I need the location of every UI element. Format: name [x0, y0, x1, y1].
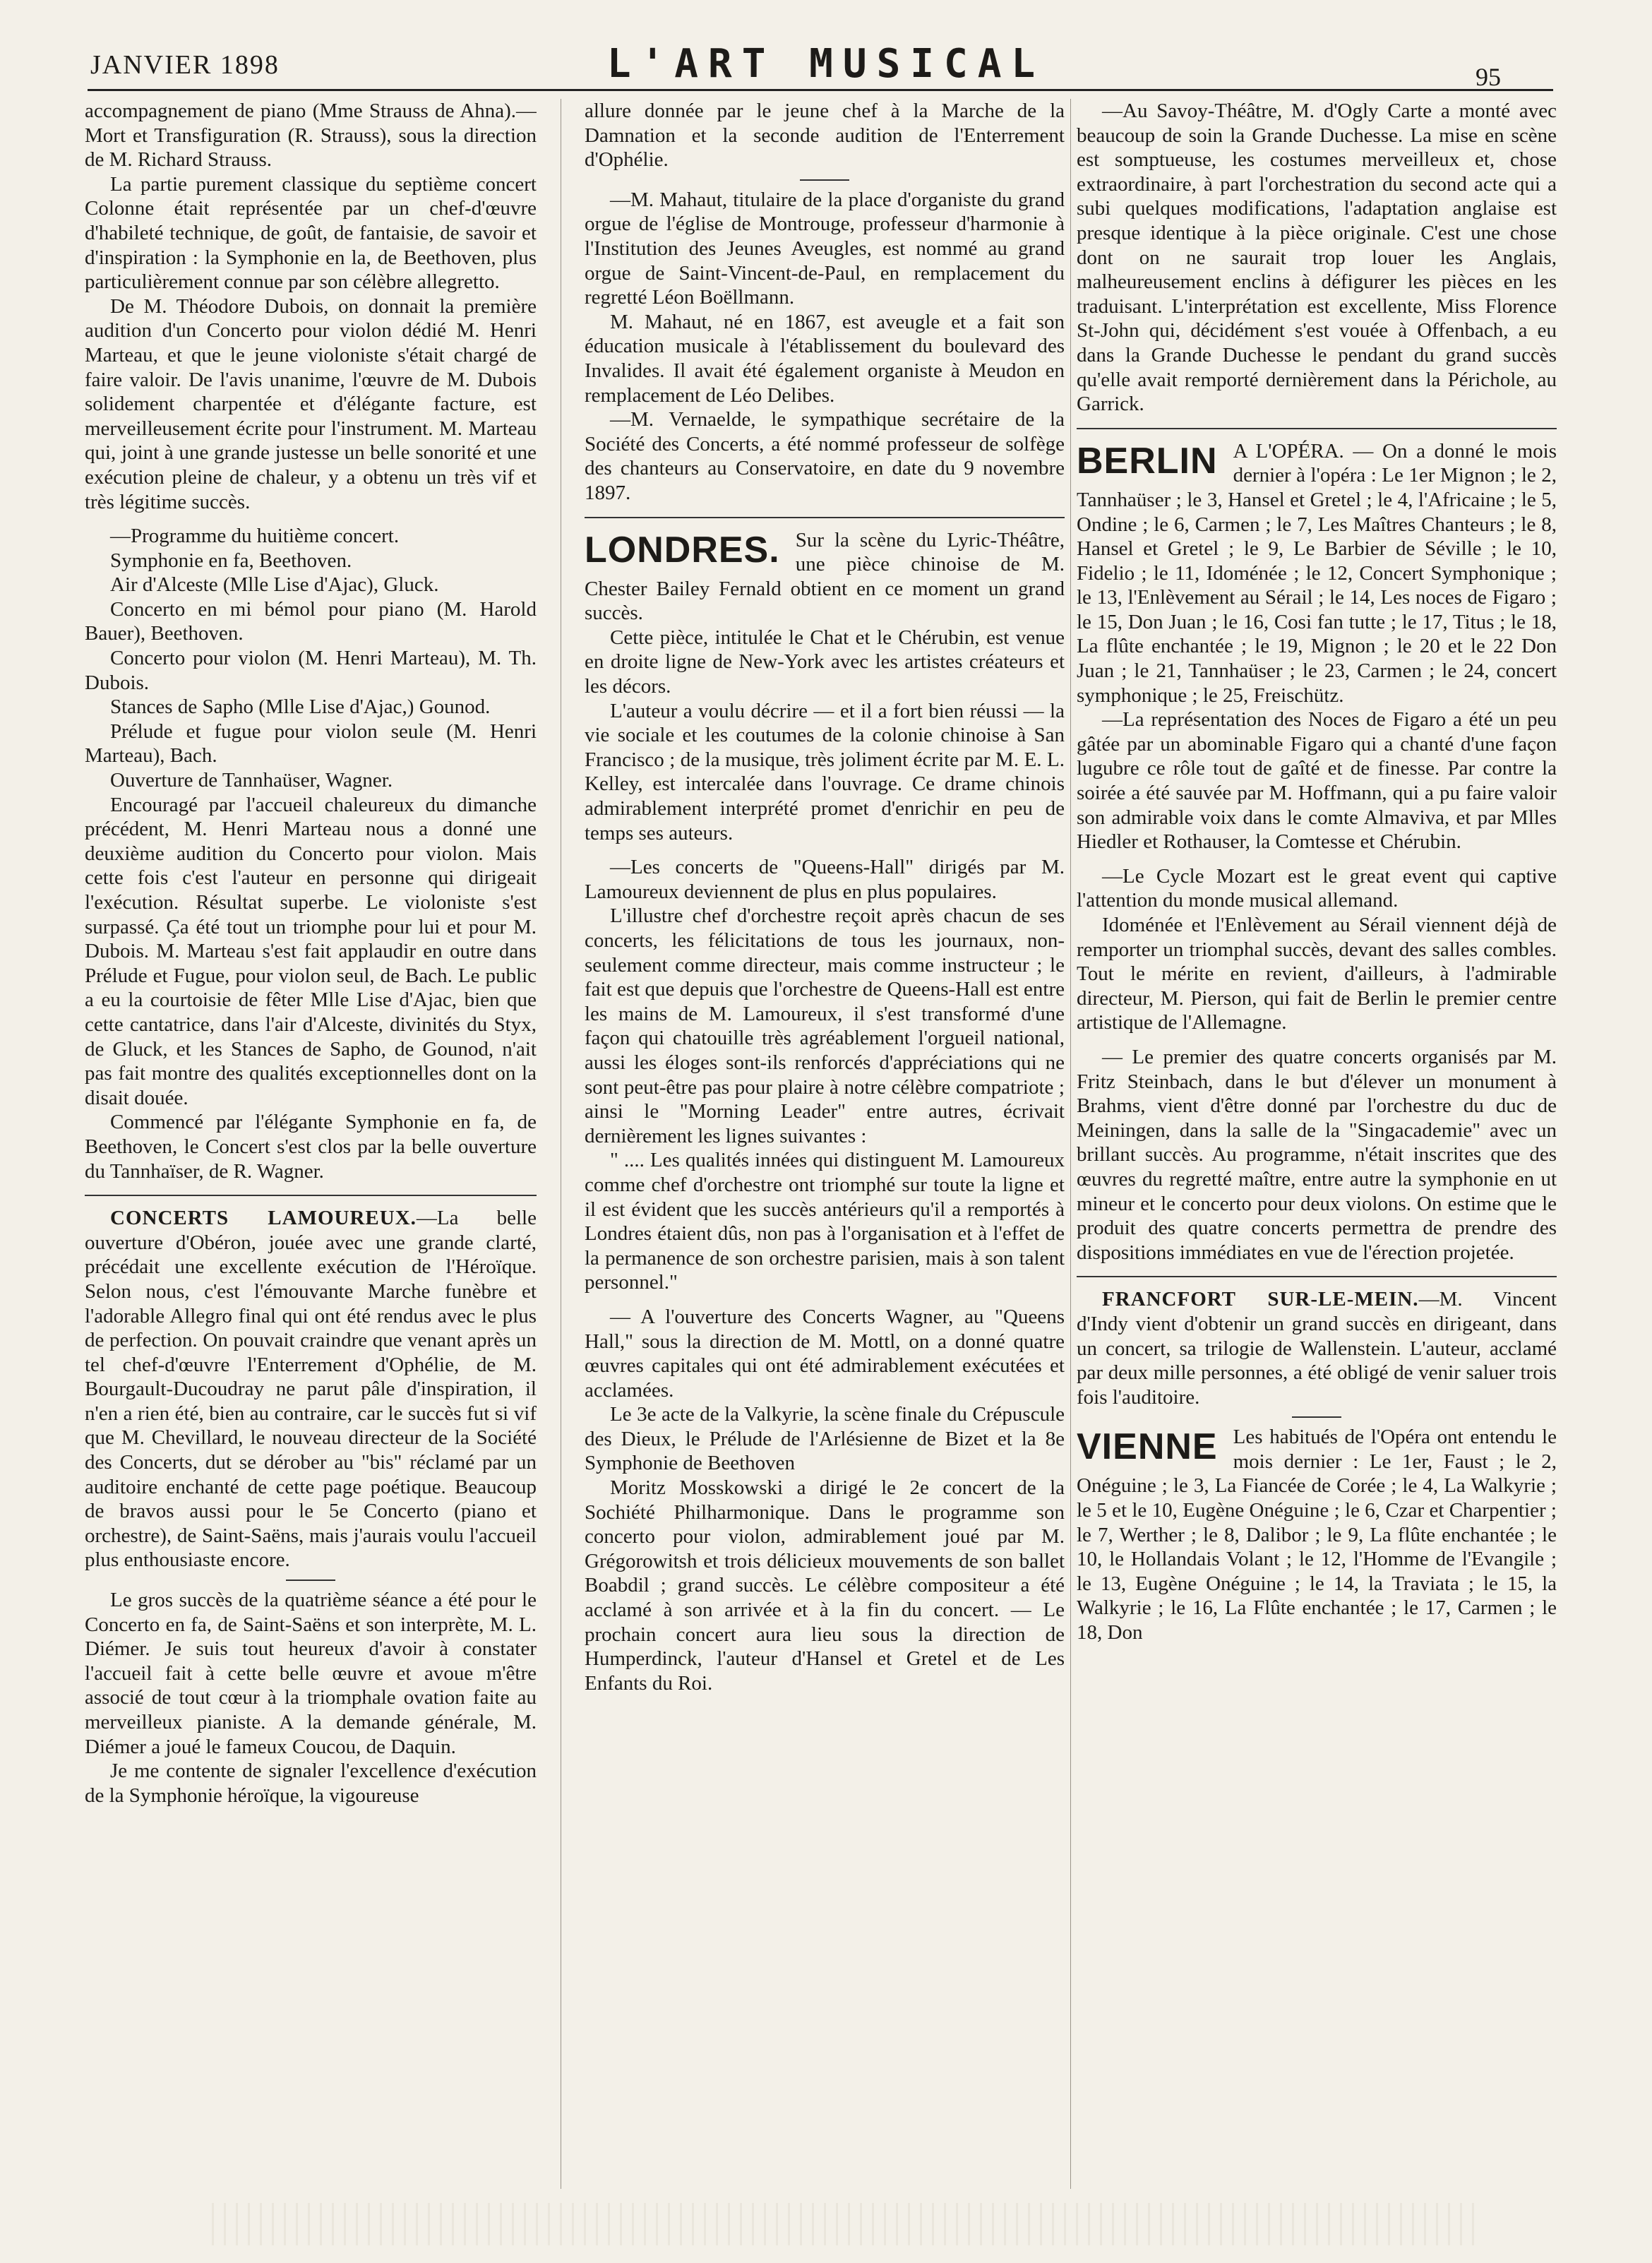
- paragraph: —Au Savoy-Théâtre, M. d'Ogly Carte a monté avec beaucoup de soin la Grande Duchesse. La mise en scène est somptueuse, les costumes merveilleux et, chose extraordinaire, à part l'orchestration du second acte qui a subi quelques modifications, l'adaptation anglaise est presque identique à la pièce originale. C'est une chose dont on ne saurait trop louer les Anglais, malheureusement enclins à défigurer les pièces en les traduisant. L'interprétation est excellente, Miss Florence St-John qui, décidément s'est vouée à Offenbach, a eu dans la Grande Duchesse le pendant du grand succès qu'elle avait remporté dernièrement dans la Périchole, au Garrick.: [1077, 100, 1557, 416]
- paragraph: — A l'ouverture des Concerts Wagner, au "Queens Hall," sous la direction de M. Mottl, on a donné quatre œuvres capitales qui ont été admirablement exécutées et acclamées.: [585, 1305, 1065, 1402]
- paragraph: —La représentation des Noces de Figaro a été un peu gâtée par un abominable Figaro qui a chanté d'une façon lugubre ce rôle tout de gaîté et de finesse. Par contre la soirée a été sauvée par M. Hoffmann, qui a pu faire valoir son admirable voix dans le comte Almaviva, et par Mlles Hiedler et Rothauser, la Comtesse et Chérubin.: [1077, 708, 1557, 854]
- section-text: —La belle ouverture d'Obéron, jouée avec une grande clarté, précédait une excellente exécution de l'Héroïque. Selon nous, c'est l'émouvante Marche funèbre et l'adorable Allegro final qui ont été rendus avec le plus de perfection. On pouvait craindre que venant après un tel chef-d'œuvre l'Enterrement d'Ophélie, de M. Bourgault-Ducoudray ne parut pâle d'inspiration, il n'en a rien été, bien au contraire, car le succès fut si vif que M. Chevillard, le nouveau directeur de la Société des Concerts, dut se dérober au "bis" réclamé par un auditoire enchanté de cette page poétique. Beaucoup de bravos aussi pour le 5e Concerto (piano et orchestre), de Saint-Saëns, mais j'aurais voulu l'accueil plus enthousiaste encore.: [85, 1207, 537, 1572]
- section-text: Sur la scène du Lyric-Théâtre, une pièce chinoise de M. Chester Bailey Fernald obtient en ce moment un grand succès.: [585, 528, 1065, 625]
- paragraph: Encouragé par l'accueil chaleureux du dimanche précédent, M. Henri Marteau nous a donné une deuxième audition du Concerto pour violon. Mais cette fois c'est l'auteur en personne qui dirigeait l'exécution. Résultat superbe. Le violoniste s'est surpassé. Ça été tout un triomphe pour lui et pour M. Dubois. M. Marteau s'est fait applaudir en outre dans Prélude et Fugue, pour violon seul, de Bach. Le public a eu la courtoisie de fêter Mlle Lise d'Ajac, bien que cette cantatrice, dans l'air d'Alceste, divinités du Styx, de Gluck, et les Stances de Sapho, de Gounod, n'ait pas fait montre des qualités exceptionnelles dont on la disait douée.: [85, 793, 537, 1109]
- section-heading-vienne: VIENNE: [1077, 1426, 1218, 1468]
- paragraph: Idoménée et l'Enlèvement au Sérail viennent déjà de remporter un triomphal succès, devant des salles combles. Tout le mérite en revient, d'ailleurs, à l'admirable directeur, M. Pierson, qui fait de Berlin le premier centre artistique de l'Allemagne.: [1077, 914, 1557, 1034]
- paragraph: Moritz Mosskowski a dirigé le 2e concert de la Sochiété Philharmonique. Dans le programme son concerto pour violon, admirablement joué par M. Grégorowitsh et trois délicieux mouvements de son ballet Boabdil ; grand succès. Le célèbre compositeur a été acclamé à son arrivée et à la fin du concert. — Le prochain concert aura lieu sous la direction de Humperdinck, l'auteur d'Hansel et Gretel et de Les Enfants du Roi.: [585, 1476, 1065, 1695]
- vienne-section: [1077, 1425, 1557, 1644]
- column-divider-2: [1070, 99, 1071, 2189]
- program-item: Prélude et fugue pour violon seule (M. Henri Marteau), Bach.: [85, 719, 537, 768]
- program-list: [85, 524, 537, 793]
- program-item: Air d'Alceste (Mlle Lise d'Ajac), Gluck.: [110, 573, 439, 597]
- paragraph: Cette pièce, intitulée le Chat et le Chérubin, est venue en droite ligne de New-York avec les artistes créateurs et les décors.: [585, 626, 1065, 698]
- paragraph: —M. Mahaut, titulaire de la place d'organiste du grand orgue de l'église de Montrouge, professeur d'harmonie à l'Institution des Jeunes Aveugles, est nommé au grand orgue de Saint-Vincent-de-Paul, en remplacement du regretté Léon Boëllmann.: [585, 188, 1065, 309]
- short-rule: [1292, 1416, 1341, 1418]
- paragraph: — Le premier des quatre concerts organisés par M. Fritz Steinbach, dans le but d'élever un monument à Brahms, vient d'être donné par l'orchestre du duc de Meiningen, dans la salle de la "Singacademie" avec un brillant succès. Au programme, n'était inscrites que des œuvres du regretté maître, entre autre la symphonie en ut mineur et le concerto pour deux violons. On estime que le produit des quatre concerts permettra de prendre des dispositions immédiates en vue de l'érection projetée.: [1077, 1045, 1557, 1264]
- header-rule: [88, 89, 1553, 91]
- lamoureux-section: [85, 1206, 537, 1572]
- column-2: [585, 99, 1065, 2189]
- paragraph: Le 3e acte de la Valkyrie, la scène finale du Crépuscule des Dieux, le Prélude de l'Arlésienne de Bizet et la 8e Symphonie de Beethoven: [585, 1403, 1065, 1475]
- section-heading-londres: LONDRES.: [585, 529, 780, 571]
- section-rule: [85, 1195, 537, 1196]
- paragraph: Le gros succès de la quatrième séance a été pour le Concerto en fa, de Saint-Saëns et son interprète, M. L. Diémer. Je suis tout heureux d'avoir à constater l'accueil fait à cette belle œuvre et avoue m'être associé de tout cœur à la triomphale ovation faite au merveilleux pianiste. A la demande générale, M. Diémer a joué le fameux Coucou, de Daquin.: [85, 1589, 537, 1758]
- paragraph: De M. Théodore Dubois, on donnait la première audition d'un Concerto pour violon dédié M. Henri Marteau, et que le jeune violoniste s'était chargé de faire valoir. De l'avis unanime, l'œuvre de M. Dubois solidement charpentée et d'élégante facture, est merveilleusement écrite pour l'instrument. M. Marteau qui, joint à une grande justesse un belle sonorité et une exécution pleine de chaleur, y a obtenu un très vif et très légitime succès.: [85, 294, 537, 513]
- short-rule: [286, 1580, 335, 1581]
- berlin-section: [1077, 439, 1557, 708]
- program-item: Concerto en mi bémol pour piano (M. Harold Bauer), Beethoven.: [85, 597, 537, 645]
- section-text: A L'OPÉRA. — On a donné le mois dernier à l'opéra : Le 1er Mignon ; le 2, Tannhaüser ; le 3, Hansel et Gretel ; le 4, l'Africaine ; le 5, Ondine ; le 6, Carmen ; le 7, Les Maîtres Chanteurs ; le 8, Hansel et Gretel ; le 9, Le Barbier de Séville ; le 10, Fidelio ; le 11, Idoménée ; le 12, Concert Symphonique ; le 13, l'Enlèvement au Sérail ; le 14, Les noces de Figaro ; le 15, Don Juan ; le 16, Cosi fan tutte ; le 17, Titus ; le 18, La flûte enchantée ; le 19, Mignon ; le 20 et le 22 Don Juan ; le 21, Tannhaüser ; le 23, Carmen ; le 24, concert symphonique ; le 25, Freischütz.: [1077, 439, 1557, 707]
- quotation: " .... Les qualités innées qui distinguent M. Lamoureux comme chef d'orchestre ont triomphé sur toute la ligne et il est évident que les succès antérieurs qu'il a remportés à Londres étaient dûs, non pas à l'organisation et à l'effet de la permanence de son orchestre parisien, mais à son talent personnel.": [585, 1149, 1065, 1294]
- paragraph: La partie purement classique du septième concert Colonne était représentée par un chef-d'œuvre d'habileté technique, de goût, de fantaisie, de savoir et d'inspiration : la Symphonie en la, de Beethoven, plus particulièrement connue par son célèbre allegretto.: [85, 172, 537, 294]
- londres-section: [585, 528, 1065, 626]
- column-3: [1077, 99, 1557, 2189]
- column-1: [85, 99, 537, 2189]
- paragraph: —Les concerts de "Queens-Hall" dirigés par M. Lamoureux deviennent de plus en plus populaires.: [585, 856, 1065, 903]
- paragraph: Je me contente de signaler l'excellence d'exécution de la Symphonie héroïque, la vigoureuse: [85, 1760, 537, 1807]
- section-rule: [1077, 428, 1557, 429]
- paragraph: accompagnement de piano (Mme Strauss de Ahna).—Mort et Transfiguration (R. Strauss), sous la direction de M. Richard Strauss.: [85, 100, 537, 172]
- section-heading-francfort: FRANCFORT SUR-LE-MEIN.: [1102, 1288, 1419, 1311]
- paragraph: M. Mahaut, né en 1867, est aveugle et a fait son éducation musicale à l'établissement du boulevard des Invalides. Il avait été également organiste à Meudon en remplacement de Léo Delibes.: [585, 310, 1065, 407]
- section-text: Les habitués de l'Opéra ont entendu le mois dernier : Le 1er, Faust ; le 2, Onéguine ; le 3, La Fiancée de Corée ; le 4, La Walkyrie ; le 5 et le 10, Eugène Onéguine ; le 6, Czar et Charpentier ; le 7, Werther ; le 8, Dalibor ; le 9, La flûte enchantée ; le 10, le Hollandais Volant ; le 12, l'Homme de l'Evangile ; le 13, Eugène Onéguine ; le 14, la Traviata ; le 15, la Walkyrie ; le 16, La Flûte enchantée ; le 17, Carmen ; le 18, Don: [1077, 1426, 1557, 1644]
- section-rule: [1077, 1276, 1557, 1277]
- program-item: Symphonie en fa, Beethoven.: [110, 549, 352, 572]
- program-item: Stances de Sapho (Mlle Lise d'Ajac,) Gounod.: [110, 695, 491, 719]
- section-rule: [585, 517, 1065, 518]
- section-heading-berlin: BERLIN: [1077, 440, 1218, 482]
- program-item: Concerto pour violon (M. Henri Marteau), M. Th. Dubois.: [85, 647, 537, 694]
- program-item: —Programme du huitième concert.: [110, 525, 400, 548]
- page-bottom-texture: [212, 2203, 1483, 2245]
- page-header: [0, 0, 1652, 99]
- journal-title: L'ART MUSICAL: [606, 41, 1046, 87]
- paragraph: Commencé par l'élégante Symphonie en fa, de Beethoven, le Concert s'est clos par la belle ouverture du Tannhaïser, de R. Wagner.: [85, 1111, 537, 1183]
- paragraph: —Le Cycle Mozart est le great event qui captive l'attention du monde musical allemand.: [1077, 864, 1557, 912]
- short-rule: [800, 179, 849, 181]
- paragraph: L'illustre chef d'orchestre reçoit après chacun de ses concerts, les félicitations de tous les journaux, non-seulement comme directeur, mais comme instructeur ; le fait est que depuis que l'orchestre de Queens-Hall est entre les mains de M. Lamoureux, il s'est transformé d'une façon qui chatouille très agréablement l'orgueil national, aussi les éloges sont-ils renforcés d'appréciations qui ne sont peut-être pas pour plaire à notre célèbre compatriote ; ainsi le "Morning Leader" entre autres, écrivait dernièrement les lignes suivantes :: [585, 904, 1065, 1147]
- paragraph: allure donnée par le jeune chef à la Marche de la Damnation et la seconde audition de l'Enterrement d'Ophélie.: [585, 100, 1065, 172]
- paragraph: —M. Vernaelde, le sympathique secrétaire de la Société des Concerts, a été nommé professeur de solfège des chanteurs au Conservatoire, en date du 9 novembre 1897.: [585, 408, 1065, 504]
- section-heading-lamoureux: CONCERTS LAMOUREUX.: [110, 1207, 417, 1230]
- program-item: Ouverture de Tannhaüser, Wagner.: [110, 769, 393, 792]
- francfort-section: [1077, 1287, 1557, 1409]
- section-text: —M. Vincent d'Indy vient d'obtenir un grand succès en dirigeant, dans un concert, sa trilogie de Wallenstein. L'auteur, acclamé par deux mille personnes, a été obligé de venir saluer trois fois l'auditoire.: [1077, 1288, 1557, 1409]
- page-number: 95: [1476, 63, 1501, 91]
- paragraph: L'auteur a voulu décrire — et il a fort bien réussi — la vie sociale et les coutumes de la colonie chinoise à San Francisco ; de la musique, très joliment écrite par M. E. L. Kelley, est intercalée dans l'ouvrage. Ce drame chinois admirablement interprété promet d'enrichir en peu de temps ses auteurs.: [585, 699, 1065, 844]
- issue-date: JANVIER 1898: [90, 50, 280, 80]
